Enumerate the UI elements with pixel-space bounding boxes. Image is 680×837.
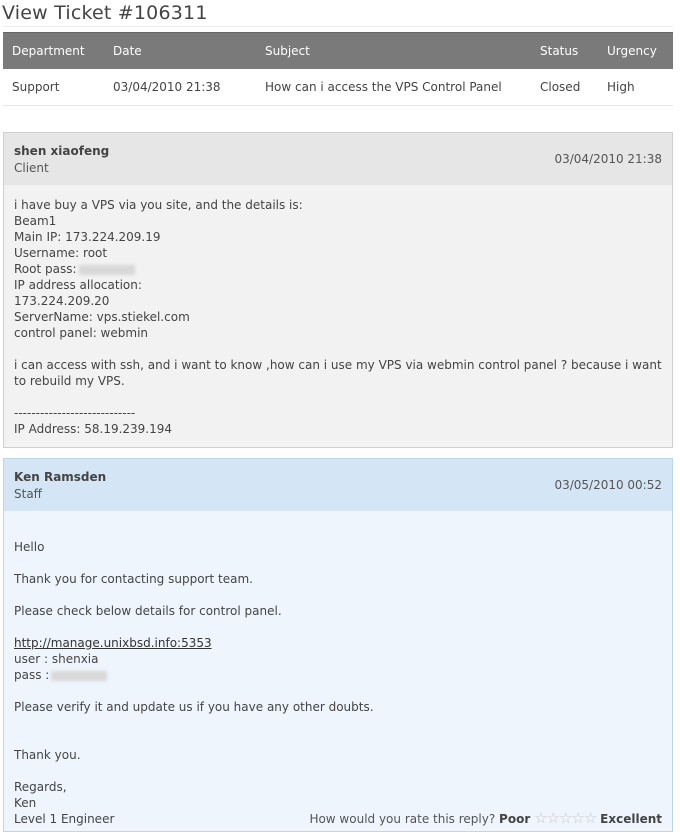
blank-line — [14, 715, 662, 731]
body-line: Please check below details for control panel. — [14, 604, 282, 618]
body-line: Hello — [14, 540, 45, 554]
body-line: user : shenxia — [14, 652, 99, 666]
cell-date: 03/04/2010 21:38 — [104, 69, 256, 106]
author-role: Staff — [14, 487, 42, 501]
pass-line — [14, 667, 662, 683]
blank-line — [14, 341, 662, 357]
redacted-password — [79, 265, 135, 275]
cell-department: Support — [3, 69, 104, 106]
reply-rating — [309, 809, 662, 827]
page-title: View Ticket #106311 — [2, 2, 208, 24]
reply-date: 03/05/2010 00:52 — [554, 478, 662, 492]
cell-subject: How can i access the VPS Control Panel — [256, 69, 531, 106]
body-line: ServerName: vps.stiekel.com — [14, 310, 190, 324]
star-icon[interactable]: ☆ — [583, 809, 597, 827]
author-name: shen xiaofeng — [14, 144, 110, 158]
body-line: 173.224.209.20 — [14, 294, 110, 308]
blank-line — [14, 555, 662, 571]
rating-prompt: How would you rate this reply? — [309, 812, 496, 826]
body-line: Beam1 — [14, 214, 57, 228]
col-date: Date — [104, 33, 256, 70]
author-name: Ken Ramsden — [14, 470, 107, 484]
link-line — [14, 635, 662, 651]
rating-low-label: Poor — [499, 812, 531, 826]
redacted-password — [51, 671, 107, 681]
blank-line — [14, 683, 662, 699]
col-subject: Subject — [256, 33, 531, 70]
ticket-summary-table — [3, 32, 673, 106]
root-pass-label: Root pass: — [14, 262, 77, 276]
body-line: Thank you. — [14, 748, 81, 762]
title-divider — [3, 26, 673, 27]
reply-header — [4, 459, 672, 511]
blank-line — [14, 587, 662, 603]
reply-body — [4, 511, 672, 837]
star-icon[interactable]: ☆ — [558, 809, 572, 827]
signature-divider: ---------------------------- — [14, 406, 136, 420]
reply-header — [4, 133, 672, 185]
body-line: Level 1 Engineer — [14, 812, 115, 826]
body-line: Username: root — [14, 246, 108, 260]
client-reply — [3, 132, 673, 448]
control-panel-link[interactable]: http://manage.unixbsd.info:5353 — [14, 636, 212, 650]
reply-date: 03/04/2010 21:38 — [554, 152, 662, 166]
blank-line — [14, 389, 662, 405]
body-line: i have buy a VPS via you site, and the details is: — [14, 198, 303, 212]
star-icon[interactable]: ☆ — [546, 809, 559, 827]
author-role: Client — [14, 161, 49, 175]
col-urgency: Urgency — [598, 33, 673, 70]
body-line: control panel: webmin — [14, 326, 149, 340]
cell-urgency: High — [598, 69, 673, 106]
reply-body — [4, 185, 672, 447]
table-header-row — [3, 33, 673, 70]
blank-line — [14, 731, 662, 747]
root-pass-line — [14, 261, 662, 277]
cell-status: Closed — [531, 69, 598, 106]
body-line: Regards, — [14, 780, 67, 794]
col-status: Status — [531, 33, 598, 70]
body-line: i can access with ssh, and i want to know ,how can i use my VPS via webmin control panel ? because i want to rebuild my VPS. — [14, 358, 666, 388]
body-line: Please verify it and update us if you have any other doubts. — [14, 700, 374, 714]
blank-line — [14, 763, 662, 779]
body-line: Main IP: 173.224.209.19 — [14, 230, 161, 244]
pass-label: pass : — [14, 668, 50, 682]
rating-high-label: Excellent — [600, 812, 662, 826]
star-icon[interactable]: ☆ — [534, 809, 547, 827]
blank-line — [14, 619, 662, 635]
table-row — [3, 69, 673, 106]
star-icon[interactable]: ☆ — [571, 809, 584, 827]
body-line: Thank you for contacting support team. — [14, 572, 253, 586]
staff-reply — [3, 458, 673, 832]
ip-address-line: IP Address: 58.19.239.194 — [14, 422, 173, 436]
body-line: Ken — [14, 796, 37, 810]
body-line: IP address allocation: — [14, 278, 142, 292]
col-department: Department — [3, 33, 104, 70]
